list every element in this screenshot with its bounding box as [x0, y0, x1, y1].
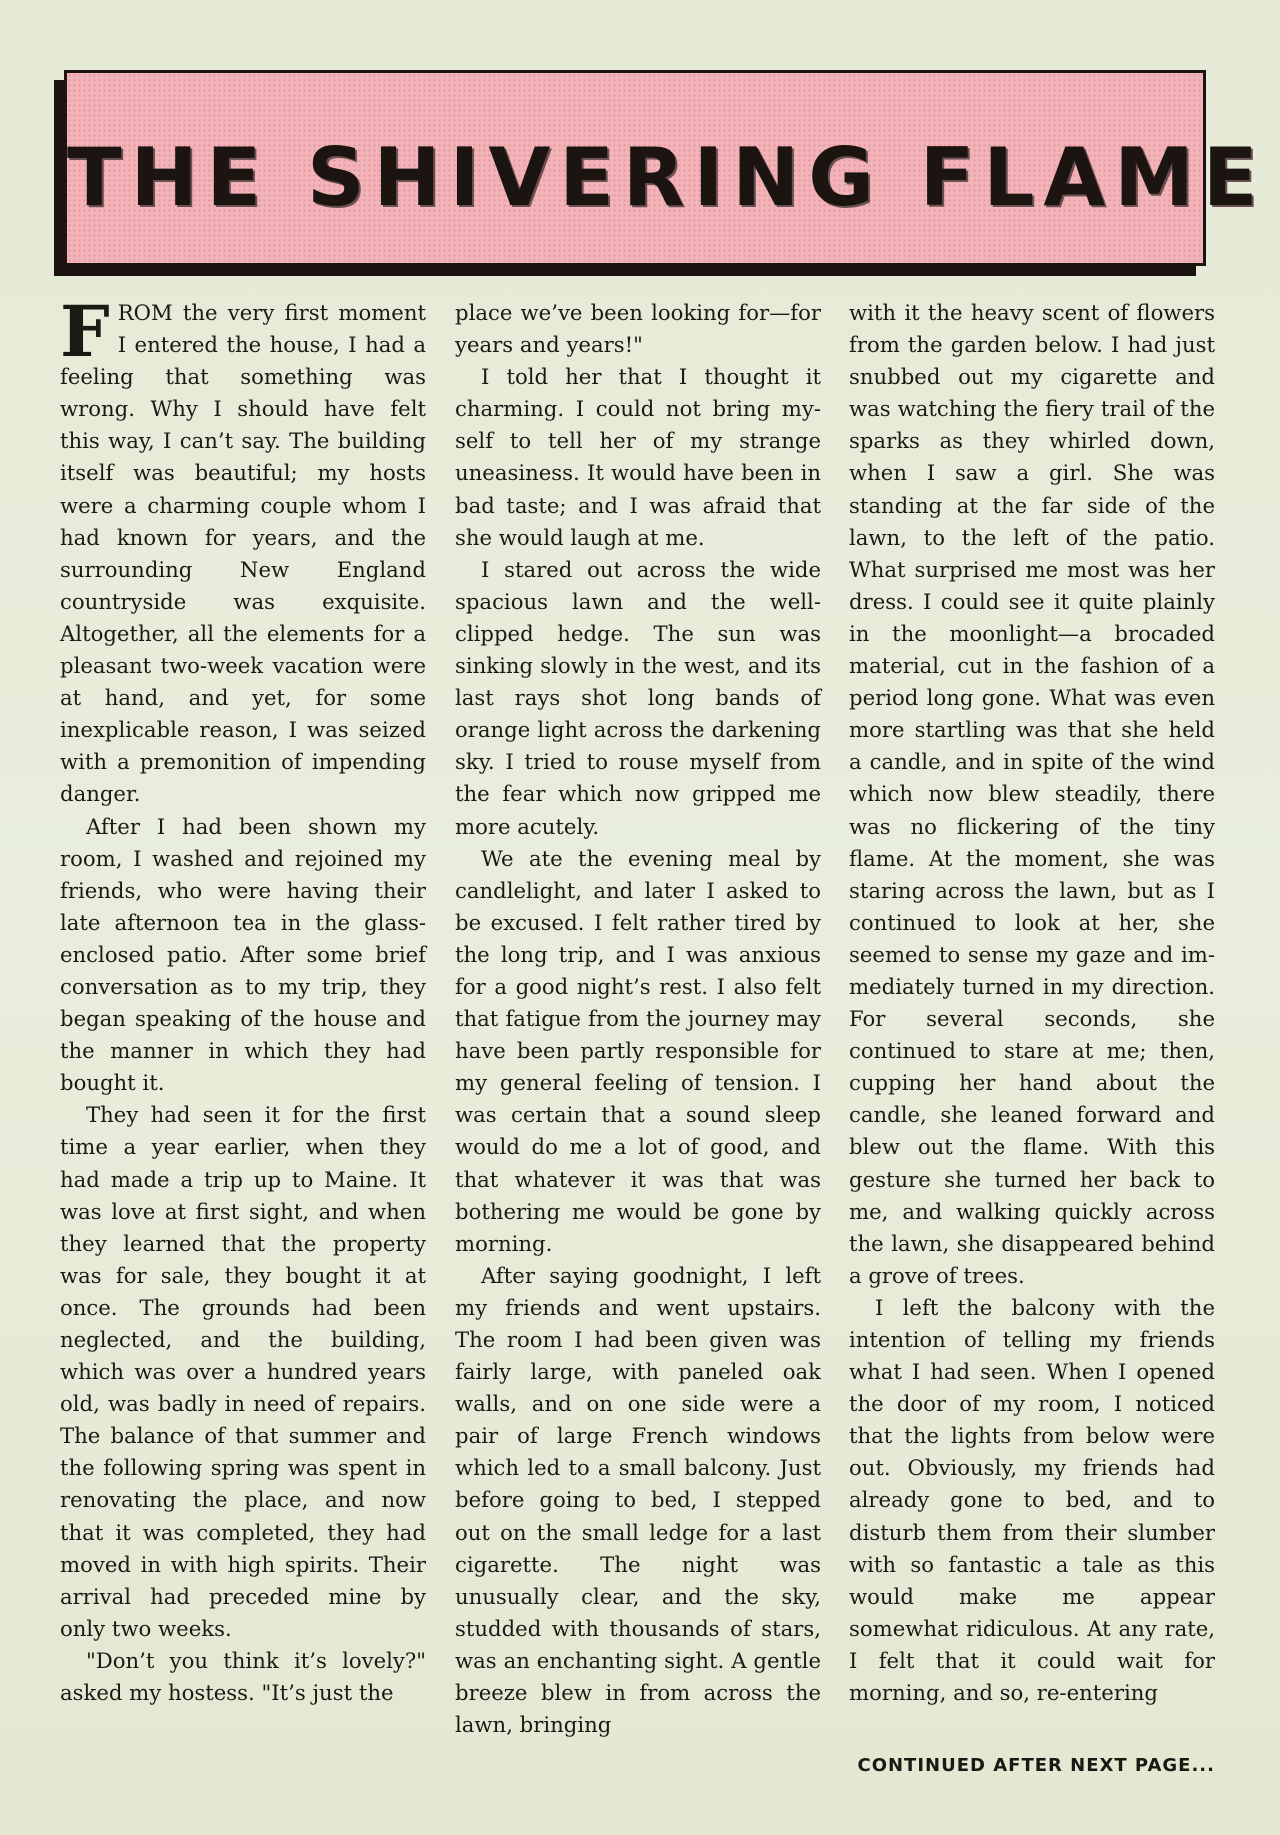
column-2 [455, 297, 821, 1741]
paragraph: FROM the very first moment I entered the house, I had a feeling that something was wrong. Why I should have felt this way, I can’t say. The building itself was beautiful; my hosts were a charming couple whom I had known for years, and the surrounding New England countryside was exquisite. Altogether, all the elements for a pleasant two-week vacation were at hand, and yet, for some inexplicable reason, I was seized with a premonition of impending danger. [60, 290, 426, 807]
paragraph: with it the heavy scent of flowers from the garden below. I had just snubbed out my cigarette and was watching the fiery trail of the sparks as they whirled down, when I saw a girl. She was standing at the far side of the lawn, to the left of the patio. What surprised me most was her dress. I could see it quite plainly in the moonlight—a brocaded material, cut in the fashion of a period long gone. What was even more startling was that she held a candle, and in spite of the wind which now blew steadily, there was no flickering of the tiny flame. At the moment, she was staring across the lawn, but as I continued to look at her, she seemed to sense my gaze and immediately turned in my direction. For several seconds, she continued to stare at me; then, cupping her hand about the candle, she leaned forward and blew out the flame. With this gesture she turned her back to me, and walking quickly across the lawn, she disappeared behind a grove of trees. [849, 300, 1215, 1288]
column-1 [60, 290, 426, 1709]
paragraph: After saying goodnight, I left my friends and went upstairs. The room I had been given was fairly large, with paneled oak walls, and on one side were a pair of large French windows which led to a small balcony. Just before going to bed, I stepped out on the small ledge for a last cigarette. The night was unusually clear, and the sky, studded with thousands of stars, was an enchanting sight. A gentle breeze blew in from across the lawn, bringing [455, 1262, 821, 1738]
story-title: THE SHIVERING FLAME [67, 131, 1267, 224]
paragraph: After I had been shown my room, I washed and rejoined my friends, who were having their late afternoon tea in the glass-enclosed patio. After some brief conversation as to my trip, they began speaking of the house and the manner in which they had bought it. [60, 813, 426, 1096]
paragraph: We ate the evening meal by candlelight, and later I asked to be excused. I felt rather tired by the long trip, and I was anxious for a good night’s rest. I also felt that fatigue from the journey may have been partly responsible for my general feeling of tension. I was certain that a sound sleep would do me a lot of good, and that whatever it was that was bothering me would be gone by morning. [455, 845, 821, 1256]
paragraph: They had seen it for the first time a year earlier, when they had made a trip up to Maine. It was love at first sight, and when they learned that the property was for sale, they bought it at once. The grounds had been neglected, and the building, which was over a hundred years old, was badly in need of repairs. The balance of that summer and the following spring was spent in renovating the place, and now that it was completed, they had moved in with high spirits. Their arrival had preceded mine by only two weeks. [60, 1102, 426, 1641]
continued-notice: CONTINUED AFTER NEXT PAGE... [857, 1755, 1215, 1776]
column-3 [849, 297, 1215, 1709]
paragraph: I left the balcony with the intention of telling my friends what I had seen. When I opened the door of my room, I noticed that the lights from below were out. Obviously, my friends had already gone to bed, and to disturb them from their slumber with so fantastic a tale as this would make me appear somewhat ridiculous. At any rate, I felt that it could wait for morning, and so, re-entering [849, 1294, 1215, 1706]
story-body [60, 290, 1215, 1738]
paragraph: place we’ve been looking for—for years and years!" [455, 300, 821, 358]
drop-cap: F [60, 290, 110, 373]
paragraph: I told her that I thought it charming. I could not bring myself to tell her of my strange uneasiness. It would have been in bad taste; and I was afraid that she would laugh at me. [455, 364, 821, 550]
paragraph: "Don’t you think it’s lovely?" asked my hostess. "It’s just the [60, 1647, 426, 1706]
title-banner [64, 70, 1267, 266]
paragraph: I stared out across the wide spacious lawn and the well-clipped hedge. The sun was sinking slowly in the west, and its last rays shot long bands of orange light across the darkening sky. I tried to rouse myself from the fear which now gripped me more acutely. [455, 556, 821, 839]
